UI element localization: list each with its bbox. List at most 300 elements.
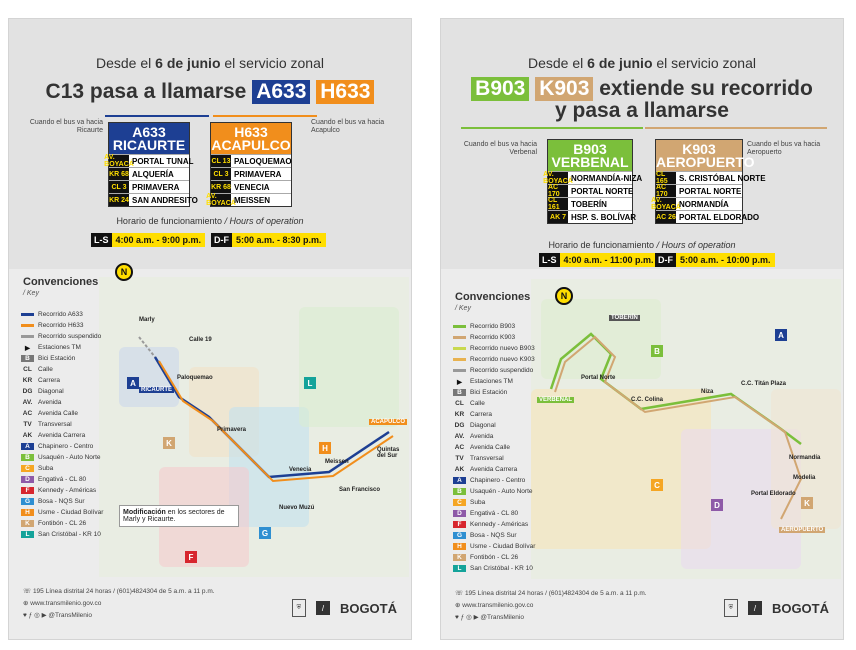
headline-line3: y pasa a llamarse (555, 99, 729, 122)
legend-label: Recorrido B903 (470, 323, 516, 330)
sign-stop-row (211, 180, 291, 193)
hours-sunday-key: D-F (211, 233, 232, 247)
legend-label: Estaciones TM (38, 344, 81, 351)
legend-item (453, 343, 563, 354)
sign-street-code: KR 68 (109, 168, 129, 180)
transmilenio-logo-icon: / (316, 601, 330, 615)
map-label-nuevomuzu: Nuevo Muzú (279, 505, 315, 511)
legend-code-badge: B (453, 488, 466, 495)
headline-intro (9, 55, 411, 71)
legend-label: Avenida Calle (470, 444, 510, 451)
map-label-calle19: Calle 19 (189, 337, 212, 343)
map-label-portaleldorado: Portal Eldorado (751, 491, 796, 497)
route-badge-b903: B903 (471, 77, 529, 101)
poster-left (8, 18, 412, 640)
sign-stop-row (656, 184, 742, 197)
hours-sunday-key: D-F (655, 253, 676, 267)
sign-street-code: CL 161 (548, 198, 568, 210)
legend-line-swatch (453, 369, 466, 372)
legend-item (453, 453, 563, 464)
map-label-verbenal: VERBENAL (539, 397, 573, 403)
legend-code-badge: AK (454, 466, 465, 473)
sign-stop-name: HSP. S. BOLÍVAR (571, 212, 637, 222)
zone-tag-f: F (185, 551, 197, 563)
hours-sunday-value: 5:00 a.m. - 10:00 p.m. (676, 253, 775, 267)
legend-label: Usaquén - Auto Norte (38, 454, 101, 461)
legend-item (21, 507, 131, 518)
legend-code-badge: K (21, 520, 34, 527)
map-label-titan: C.C. Titán Plaza (741, 381, 786, 387)
footer-web-text[interactable]: www.transmilenio.gov.co (462, 602, 534, 609)
zone-tag-k: K (163, 437, 175, 449)
legend-label: Usme - Ciudad Bolívar (38, 509, 104, 516)
legend-code-badge: L (21, 531, 34, 538)
legend-code-badge: CL (455, 400, 464, 407)
poster-right (440, 18, 844, 640)
legend-label: Kennedy - Américas (38, 487, 97, 494)
legend-code-badge: B (21, 355, 34, 362)
zone-tag-l: L (304, 377, 316, 389)
legend-item (21, 331, 131, 342)
route-badge-k903: K903 (535, 77, 593, 101)
legend-label: Calle (38, 366, 53, 373)
legend-label: Calle (470, 400, 485, 407)
legend-item (21, 474, 131, 485)
direction-note-right: Cuando el bus va hacia Aeropuerto (747, 141, 821, 156)
legend (453, 321, 563, 574)
map-label-acapulco: ACAPULCO (371, 419, 405, 425)
legend-item (453, 552, 563, 563)
footer-social-text[interactable]: @TransMilenio (48, 612, 92, 619)
legend-code-badge: TV (455, 455, 464, 462)
legend-label: Diagonal (470, 422, 496, 429)
zone-tag-a: A (775, 329, 787, 341)
legend-code-badge: AC (454, 444, 465, 451)
hours-weekday (539, 253, 658, 267)
legend-item (453, 420, 563, 431)
legend-code-badge: L (453, 565, 466, 572)
map-label-ricaurte: RICAURTE (141, 387, 172, 393)
sign-stop-row (656, 210, 760, 223)
legend-label: Bosa - NQS Sur (38, 498, 85, 505)
sign-street-code: AC 26 (656, 211, 676, 223)
sign-stop-name: TOBERÍN (571, 199, 607, 209)
legend-item (21, 463, 131, 474)
legend-code-badge: AK (22, 432, 33, 439)
legend-label: Carrera (470, 411, 493, 418)
legend-line-swatch (21, 324, 34, 327)
map-note-text: en los sectores de Marly y Ricaurte. (123, 509, 225, 523)
sign-stop-name: ALQUERÍA (132, 169, 174, 179)
legend-item (453, 497, 563, 508)
legend-code-badge: CL (23, 366, 32, 373)
legend-code-badge: A (453, 477, 466, 484)
headline-text: C13 pasa a llamarse (45, 80, 247, 103)
legend-line-swatch (453, 347, 466, 350)
legend-code-badge: G (21, 498, 34, 505)
legend-label: Avenida Calle (38, 410, 78, 417)
legend-label: Transversal (38, 421, 72, 428)
legend-line-swatch (21, 335, 34, 338)
hours-sunday (655, 253, 775, 267)
legend-label: Engativá - CL 80 (470, 510, 519, 517)
hours-title: Horario de funcionamiento (116, 216, 222, 226)
legend-item (453, 321, 563, 332)
map-label-sanfrancisco: San Francisco (339, 487, 381, 493)
legend-label: Avenida (470, 433, 494, 440)
bogota-logo: BOGOTÁ (339, 600, 397, 616)
legend-item (21, 518, 131, 529)
legend-label: Usaquén - Auto Norte (470, 488, 533, 495)
legend-label: San Cristóbal - KR 10 (470, 565, 533, 572)
zone-tag-a: A (127, 377, 139, 389)
sign-stop-row (206, 193, 291, 207)
sign-street-code: AV. BOYACÁ (104, 154, 134, 168)
legend-item (21, 408, 131, 419)
map-label-venecia: Venecia (289, 467, 312, 473)
sign-stop-row (651, 197, 742, 211)
legend-label: Recorrido K903 (470, 334, 516, 341)
station-icon: ▶ (457, 378, 462, 386)
sign-stop-name: NORMANDÍA-NIZA (571, 173, 643, 183)
map-label-niza: Niza (701, 389, 714, 395)
sign-stop-row (656, 171, 766, 185)
sign-stop-name: SAN ANDRESITO (132, 195, 198, 205)
headline-intro-post: el servicio zonal (220, 55, 324, 71)
sign-header (109, 123, 189, 154)
sign-street-code: CL 165 (656, 172, 676, 184)
sign-header (211, 123, 291, 154)
route-lines (531, 279, 841, 579)
legend-item (21, 496, 131, 507)
sign-stop-name: PRIMAVERA (132, 182, 180, 192)
zone-tag-k: K (801, 497, 813, 509)
sign-stop-row (211, 154, 291, 167)
route-sign-b903 (543, 139, 643, 224)
footer-phone-text: 195 Línea distrital 24 horas / (601)4824304 de 5 a.m. a 11 p.m. (32, 588, 215, 595)
zone-tag-g: G (259, 527, 271, 539)
map-label-paloquemao: Paloquemao (177, 375, 213, 381)
sign-street-code: KR 24 (109, 194, 129, 206)
sign-stop-name: VENECIA (234, 182, 270, 192)
zone-tag-d: D (711, 499, 723, 511)
headline-intro-pre: Desde el (96, 55, 156, 71)
legend-label: Avenida (38, 399, 62, 406)
legend-label: Carrera (38, 377, 61, 384)
legend-code-badge: KR (22, 377, 33, 384)
map-label-normandia: Normandía (789, 455, 821, 461)
footer-social: ♥ ƒ ◎ ▶ @TransMilenio (23, 612, 92, 619)
legend-label: Recorrido suspendido (38, 333, 102, 340)
legend-code-badge: AV. (454, 433, 465, 440)
route-line-suspended (139, 337, 155, 357)
legend-label: Avenida Carrera (38, 432, 86, 439)
legend-label: Chapinero - Centro (38, 443, 94, 450)
headline-intro (441, 55, 843, 71)
hours-heading (441, 240, 843, 250)
sign-stop-row (109, 167, 189, 180)
legend-label: Bici Estación (470, 389, 508, 396)
legend-title: Convenciones (23, 276, 99, 288)
legend-item (453, 387, 563, 398)
map-note-bold: Modificación (123, 509, 166, 516)
sign-stop-name: PORTAL NORTE (571, 186, 634, 196)
legend-subtitle: / Key (455, 305, 471, 312)
footer-social-text[interactable]: @TransMilenio (480, 614, 524, 621)
hours-weekday-value: 4:00 a.m. - 9:00 p.m. (112, 233, 206, 247)
legend-item (453, 475, 563, 486)
sign-stop-name: PRIMAVERA (234, 169, 282, 179)
sign-destination: VERBENAL (551, 154, 629, 170)
legend-item (453, 508, 563, 519)
sign-street-code: CL 3 (109, 181, 129, 193)
route-map (99, 277, 409, 577)
legend-code-badge: AV. (22, 399, 33, 406)
legend-label: Transversal (470, 455, 504, 462)
sign-stop-name: PORTAL NORTE (679, 186, 742, 196)
bogota-crest-icon: ⛨ (724, 599, 738, 617)
hours-heading (9, 216, 411, 226)
legend-item (453, 431, 563, 442)
legend-code-badge: DG (22, 388, 33, 395)
route-badge-a633: A633 (252, 80, 310, 104)
map-label-quintas: Quintas del Sur (377, 447, 400, 459)
legend-title: Convenciones (455, 291, 531, 303)
headline-date: 6 de junio (155, 55, 221, 71)
transmilenio-logo-icon: / (748, 601, 762, 615)
legend-code-badge: H (21, 509, 34, 516)
legend-item (21, 353, 131, 364)
map-label-modelia: Modelia (793, 475, 816, 481)
sign-route-code: H633 (234, 124, 268, 140)
zone-tag-h: H (319, 442, 331, 454)
zone-tag-c: C (651, 479, 663, 491)
legend-item (453, 486, 563, 497)
hours-weekday-key: L-S (539, 253, 560, 267)
sign-street-code: CL 13 (211, 155, 231, 167)
footer-social: ♥ ƒ ◎ ▶ @TransMilenio (455, 614, 524, 621)
legend-label: Recorrido nuevo K903 (470, 356, 535, 363)
headline-date: 6 de junio (587, 55, 653, 71)
legend-code-badge: B (21, 454, 34, 461)
legend-code-badge: AC (22, 410, 33, 417)
logos (292, 599, 397, 617)
map-label-meissen: Meissen (325, 459, 349, 465)
legend-item (21, 485, 131, 496)
sign-header (548, 140, 632, 171)
legend-item (21, 452, 131, 463)
legend-label: Estaciones TM (470, 378, 513, 385)
route-sign-a633 (104, 122, 198, 207)
sign-stop-row (109, 193, 198, 206)
sign-destination: AEROPUERTO (656, 154, 755, 170)
direction-note-left: Cuando el bus va hacia Ricaurte (29, 119, 103, 134)
legend-code-badge: K (453, 554, 466, 561)
legend-code-badge: F (453, 521, 466, 528)
footer-phone: ☏ 195 Línea distrital 24 horas / (601)4824304 de 5 a.m. a 11 p.m. (23, 588, 215, 595)
legend-item (453, 464, 563, 475)
route-sign-k903 (651, 139, 766, 224)
legend-label: Suba (38, 465, 54, 472)
bogota-logo: BOGOTÁ (771, 600, 829, 616)
legend-item (21, 320, 131, 331)
legend-code-badge: F (21, 487, 34, 494)
hours-weekday-key: L-S (91, 233, 112, 247)
sign-route-code: B903 (573, 141, 607, 157)
legend-label: Recorrido H633 (38, 322, 84, 329)
legend-item (21, 309, 131, 320)
sign-stop-row (548, 197, 632, 210)
sign-route-code: K903 (682, 141, 716, 157)
legend-item (21, 419, 131, 430)
route-map (531, 279, 841, 579)
map-label-primavera: Primavera (217, 427, 247, 433)
map-label-marly: Marly (139, 317, 155, 323)
legend-item (453, 354, 563, 365)
legend-subtitle: / Key (23, 290, 39, 297)
map-label-aeropuerto: AEROPUERTO (781, 527, 824, 533)
sign-stop-row (548, 184, 632, 197)
legend-code-badge: B (453, 389, 466, 396)
legend-line-swatch (453, 336, 466, 339)
sign-route-code: A633 (132, 124, 166, 140)
footer-web-text[interactable]: www.transmilenio.gov.co (30, 600, 102, 607)
legend-item (453, 530, 563, 541)
sign-street-code: KR 68 (211, 181, 231, 193)
legend-label: Engativá - CL 80 (38, 476, 87, 483)
route-line-b903 (551, 334, 801, 444)
legend-item (453, 398, 563, 409)
legend-code-badge: DG (454, 422, 465, 429)
headline-main (441, 77, 843, 101)
north-compass-icon: N (555, 287, 573, 305)
legend-item (453, 409, 563, 420)
legend-code-badge: D (21, 476, 34, 483)
sign-stop-row (543, 171, 643, 185)
legend-label: Recorrido nuevo B903 (470, 345, 535, 352)
legend-item (21, 364, 131, 375)
sign-destination: ACAPULCO (211, 137, 291, 153)
sign-street-code: AV. BOYACÁ (651, 197, 681, 211)
headline-intro-pre: Desde el (528, 55, 588, 71)
legend-item (453, 332, 563, 343)
sign-street-code: AK 7 (548, 211, 568, 223)
legend-label: Fontibón - CL 26 (38, 520, 87, 527)
legend-item (453, 519, 563, 530)
legend-item (21, 397, 131, 408)
direction-note-right: Cuando el bus va hacia Acapulco (311, 119, 385, 134)
legend-code-badge: KR (454, 411, 465, 418)
legend-item (453, 442, 563, 453)
legend-item (21, 529, 131, 540)
legend-label: Usme - Ciudad Bolívar (470, 543, 536, 550)
legend-label: Diagonal (38, 388, 64, 395)
sign-street-code: AV. BOYACÁ (206, 193, 236, 207)
map-label-toberin: TOBERÍN (611, 315, 638, 321)
sign-street-code: CL 3 (211, 168, 231, 180)
hours-weekday (91, 233, 205, 247)
legend-item (21, 386, 131, 397)
sign-street-code: AC 170 (656, 185, 676, 197)
legend (21, 309, 131, 540)
legend-label: Suba (470, 499, 486, 506)
bogota-crest-icon: ⛨ (292, 599, 306, 617)
legend-line-swatch (453, 358, 466, 361)
legend-code-badge: G (453, 532, 466, 539)
legend-code-badge: H (453, 543, 466, 550)
sign-stop-row (211, 167, 291, 180)
legend-item (21, 430, 131, 441)
legend-item (21, 342, 131, 353)
zone-tag-b: B (651, 345, 663, 357)
sign-stop-name: PORTAL TUNAL (132, 156, 194, 166)
legend-code-badge: TV (23, 421, 32, 428)
legend-item (21, 375, 131, 386)
map-note (119, 505, 239, 527)
north-compass-icon: N (115, 263, 133, 281)
sign-stop-name: S. CRISTÓBAL NORTE (679, 173, 766, 183)
headline-main (9, 80, 411, 104)
sign-stop-row (104, 154, 194, 168)
legend-code-badge: C (453, 499, 466, 506)
divider-orange (213, 115, 317, 117)
legend-label: Chapinero - Centro (470, 477, 526, 484)
legend-label: Recorrido suspendido (470, 367, 534, 374)
headline-intro-post: el servicio zonal (652, 55, 756, 71)
legend-item (21, 441, 131, 452)
footer-web: ⊕ www.transmilenio.gov.co (455, 602, 534, 609)
legend-label: Avenida Carrera (470, 466, 518, 473)
divider-tan (645, 127, 827, 129)
divider-blue (105, 115, 209, 117)
legend-item (453, 376, 563, 387)
legend-label: San Cristóbal - KR 10 (38, 531, 101, 538)
route-sign-h633 (206, 122, 292, 207)
footer-web: ⊕ www.transmilenio.gov.co (23, 600, 102, 607)
sign-street-code: AV. BOYACÁ (543, 171, 573, 185)
legend-label: Bici Estación (38, 355, 76, 362)
legend-item (453, 365, 563, 376)
sign-destination: RICAURTE (112, 137, 186, 153)
direction-note-left: Cuando el bus va hacia Verbenal (463, 141, 537, 156)
sign-header (656, 140, 755, 171)
sign-stop-name: NORMANDÍA (679, 199, 729, 209)
legend-code-badge: D (453, 510, 466, 517)
sign-stop-row (548, 210, 637, 223)
sign-stop-name: PALOQUEMAO (234, 156, 292, 166)
headline-text: extiende su recorrido (599, 77, 813, 100)
legend-line-swatch (453, 325, 466, 328)
map-label-colina: C.C. Colina (631, 397, 664, 403)
hours-title: Horario de funcionamiento (548, 240, 654, 250)
legend-label: Bosa - NQS Sur (470, 532, 517, 539)
legend-item (453, 563, 563, 574)
route-badge-h633: H633 (316, 80, 374, 104)
legend-code-badge: A (21, 443, 34, 450)
sign-stop-name: PORTAL ELDORADO (679, 212, 760, 222)
sign-stop-name: MEISSEN (234, 195, 271, 205)
hours-sunday (211, 233, 326, 247)
hours-subtitle: / Hours of operation (222, 216, 304, 226)
hours-weekday-value: 4:00 a.m. - 11:00 p.m. (560, 253, 658, 267)
legend-item (453, 541, 563, 552)
legend-line-swatch (21, 313, 34, 316)
legend-label: Recorrido A633 (38, 311, 83, 318)
divider-green (461, 127, 643, 129)
footer-phone: ☏ 195 Línea distrital 24 horas / (601)4824304 de 5 a.m. a 11 p.m. (455, 590, 647, 597)
station-icon: ▶ (25, 344, 30, 352)
logos (724, 599, 829, 617)
